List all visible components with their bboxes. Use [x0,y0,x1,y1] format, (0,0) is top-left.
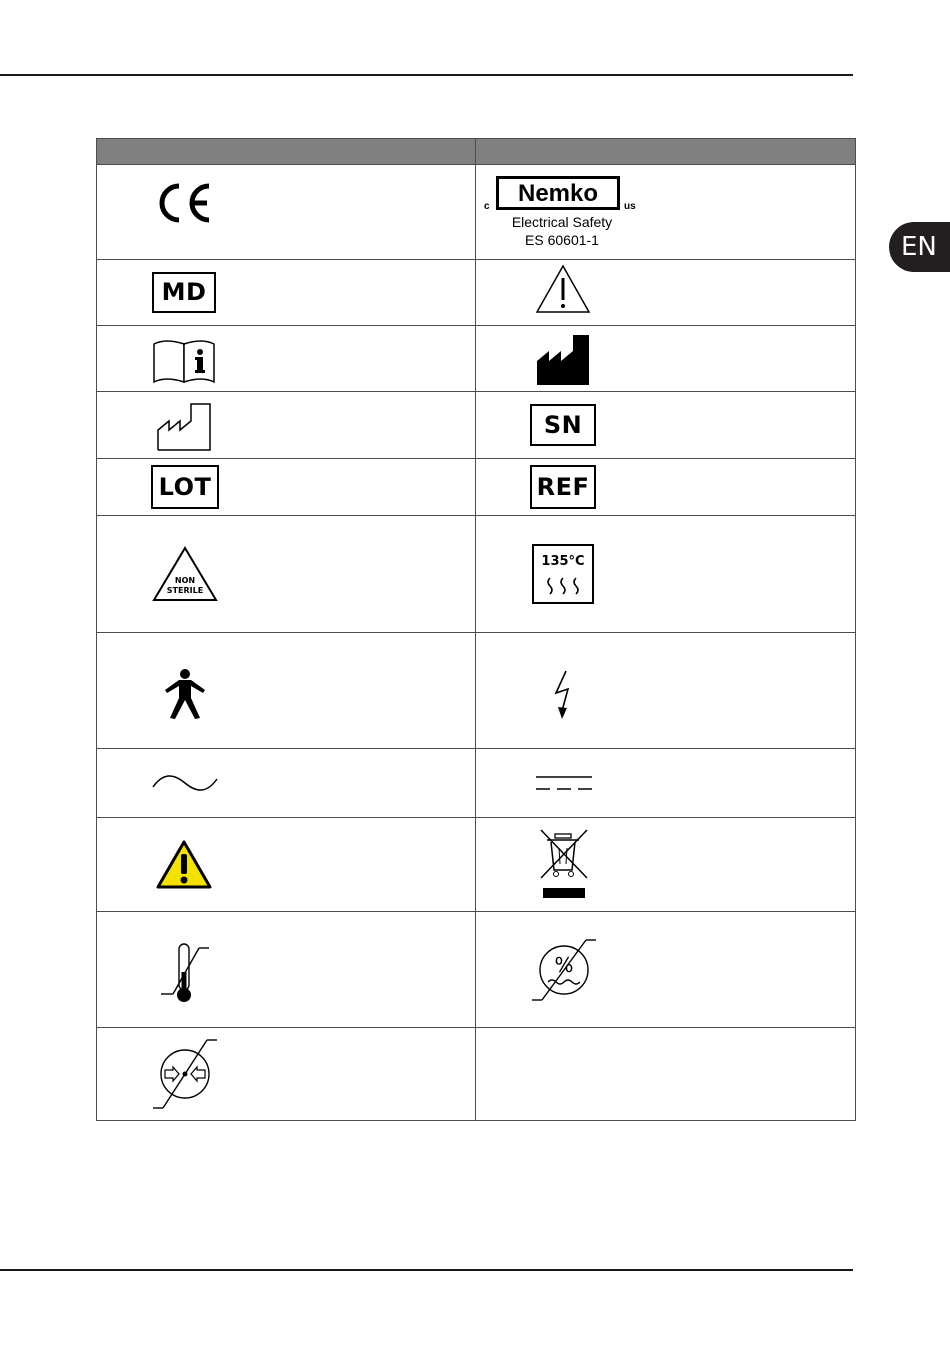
cell-non-sterile [97,516,476,633]
svg-text:%: % [554,953,574,977]
table-row [97,633,856,749]
cell-date-of-manufacture [97,392,476,459]
cell-alternating-current [97,749,476,818]
date-of-manufacture-icon [156,400,214,452]
cell-caution [476,260,856,326]
instructions-for-use-icon [152,338,218,384]
cell-humidity-limit [476,912,856,1028]
table-row [97,516,856,633]
temperature-limit-icon [159,942,213,1004]
cell-sn [476,392,856,459]
sterile-label: STERILE [166,586,204,595]
ce-mark-icon [155,183,213,223]
table-row [97,326,856,392]
non-label: NON [174,576,196,585]
ref-symbol: REF [530,465,596,509]
cell-sterilization-temp [476,516,856,633]
table-header-cell-2 [476,139,856,165]
nemko-c-label: c [484,201,490,212]
cell-empty [476,1028,856,1121]
table-row [97,818,856,912]
caution-icon [535,264,591,314]
weee-disposal-icon [539,828,589,900]
cell-nemko [476,165,856,260]
nemko-line-1: Electrical Safety [511,214,613,230]
table-row [97,459,856,516]
cell-manufacturer [476,326,856,392]
table-row [97,260,856,326]
non-sterile-icon [152,546,218,602]
direct-current-icon [534,769,594,797]
top-rule [0,74,853,76]
nemko-brand: Nemko [496,176,620,210]
cell-pressure-limit [97,1028,476,1121]
serial-number-symbol: SN [530,404,596,446]
temperature-label: 135°C [541,554,585,569]
nemko-us-label: us [624,201,636,212]
cell-weee [476,818,856,912]
nemko-mark [484,175,644,261]
cell-type-b [97,633,476,749]
nemko-line-2: ES 60601-1 [525,232,599,248]
lot-symbol: LOT [151,465,219,509]
cell-md [97,260,476,326]
sterilization-temperature-icon [532,544,594,604]
cell-ifu [97,326,476,392]
cell-general-warning [97,818,476,912]
cell-dangerous-voltage [476,633,856,749]
general-warning-icon [156,840,212,890]
dangerous-voltage-icon [550,669,576,721]
cell-temperature-limit [97,912,476,1028]
alternating-current-icon [151,769,219,797]
symbols-table [96,138,856,1121]
table-row [97,165,856,260]
cell-ce [97,165,476,260]
table-header-cell-1 [97,139,476,165]
table-row [97,912,856,1028]
humidity-limit-icon [530,936,598,1004]
table-row [97,749,856,818]
cell-lot [97,459,476,516]
table-row [97,1028,856,1121]
manufacturer-icon [535,333,591,387]
table-row [97,392,856,459]
type-b-applied-part-icon [163,668,207,720]
cell-direct-current [476,749,856,818]
table-header-row [97,139,856,165]
language-tab: EN [889,222,950,272]
bottom-rule [0,1269,853,1271]
cell-ref [476,459,856,516]
md-symbol: MD [152,272,216,313]
atmospheric-pressure-limit-icon [151,1038,219,1110]
